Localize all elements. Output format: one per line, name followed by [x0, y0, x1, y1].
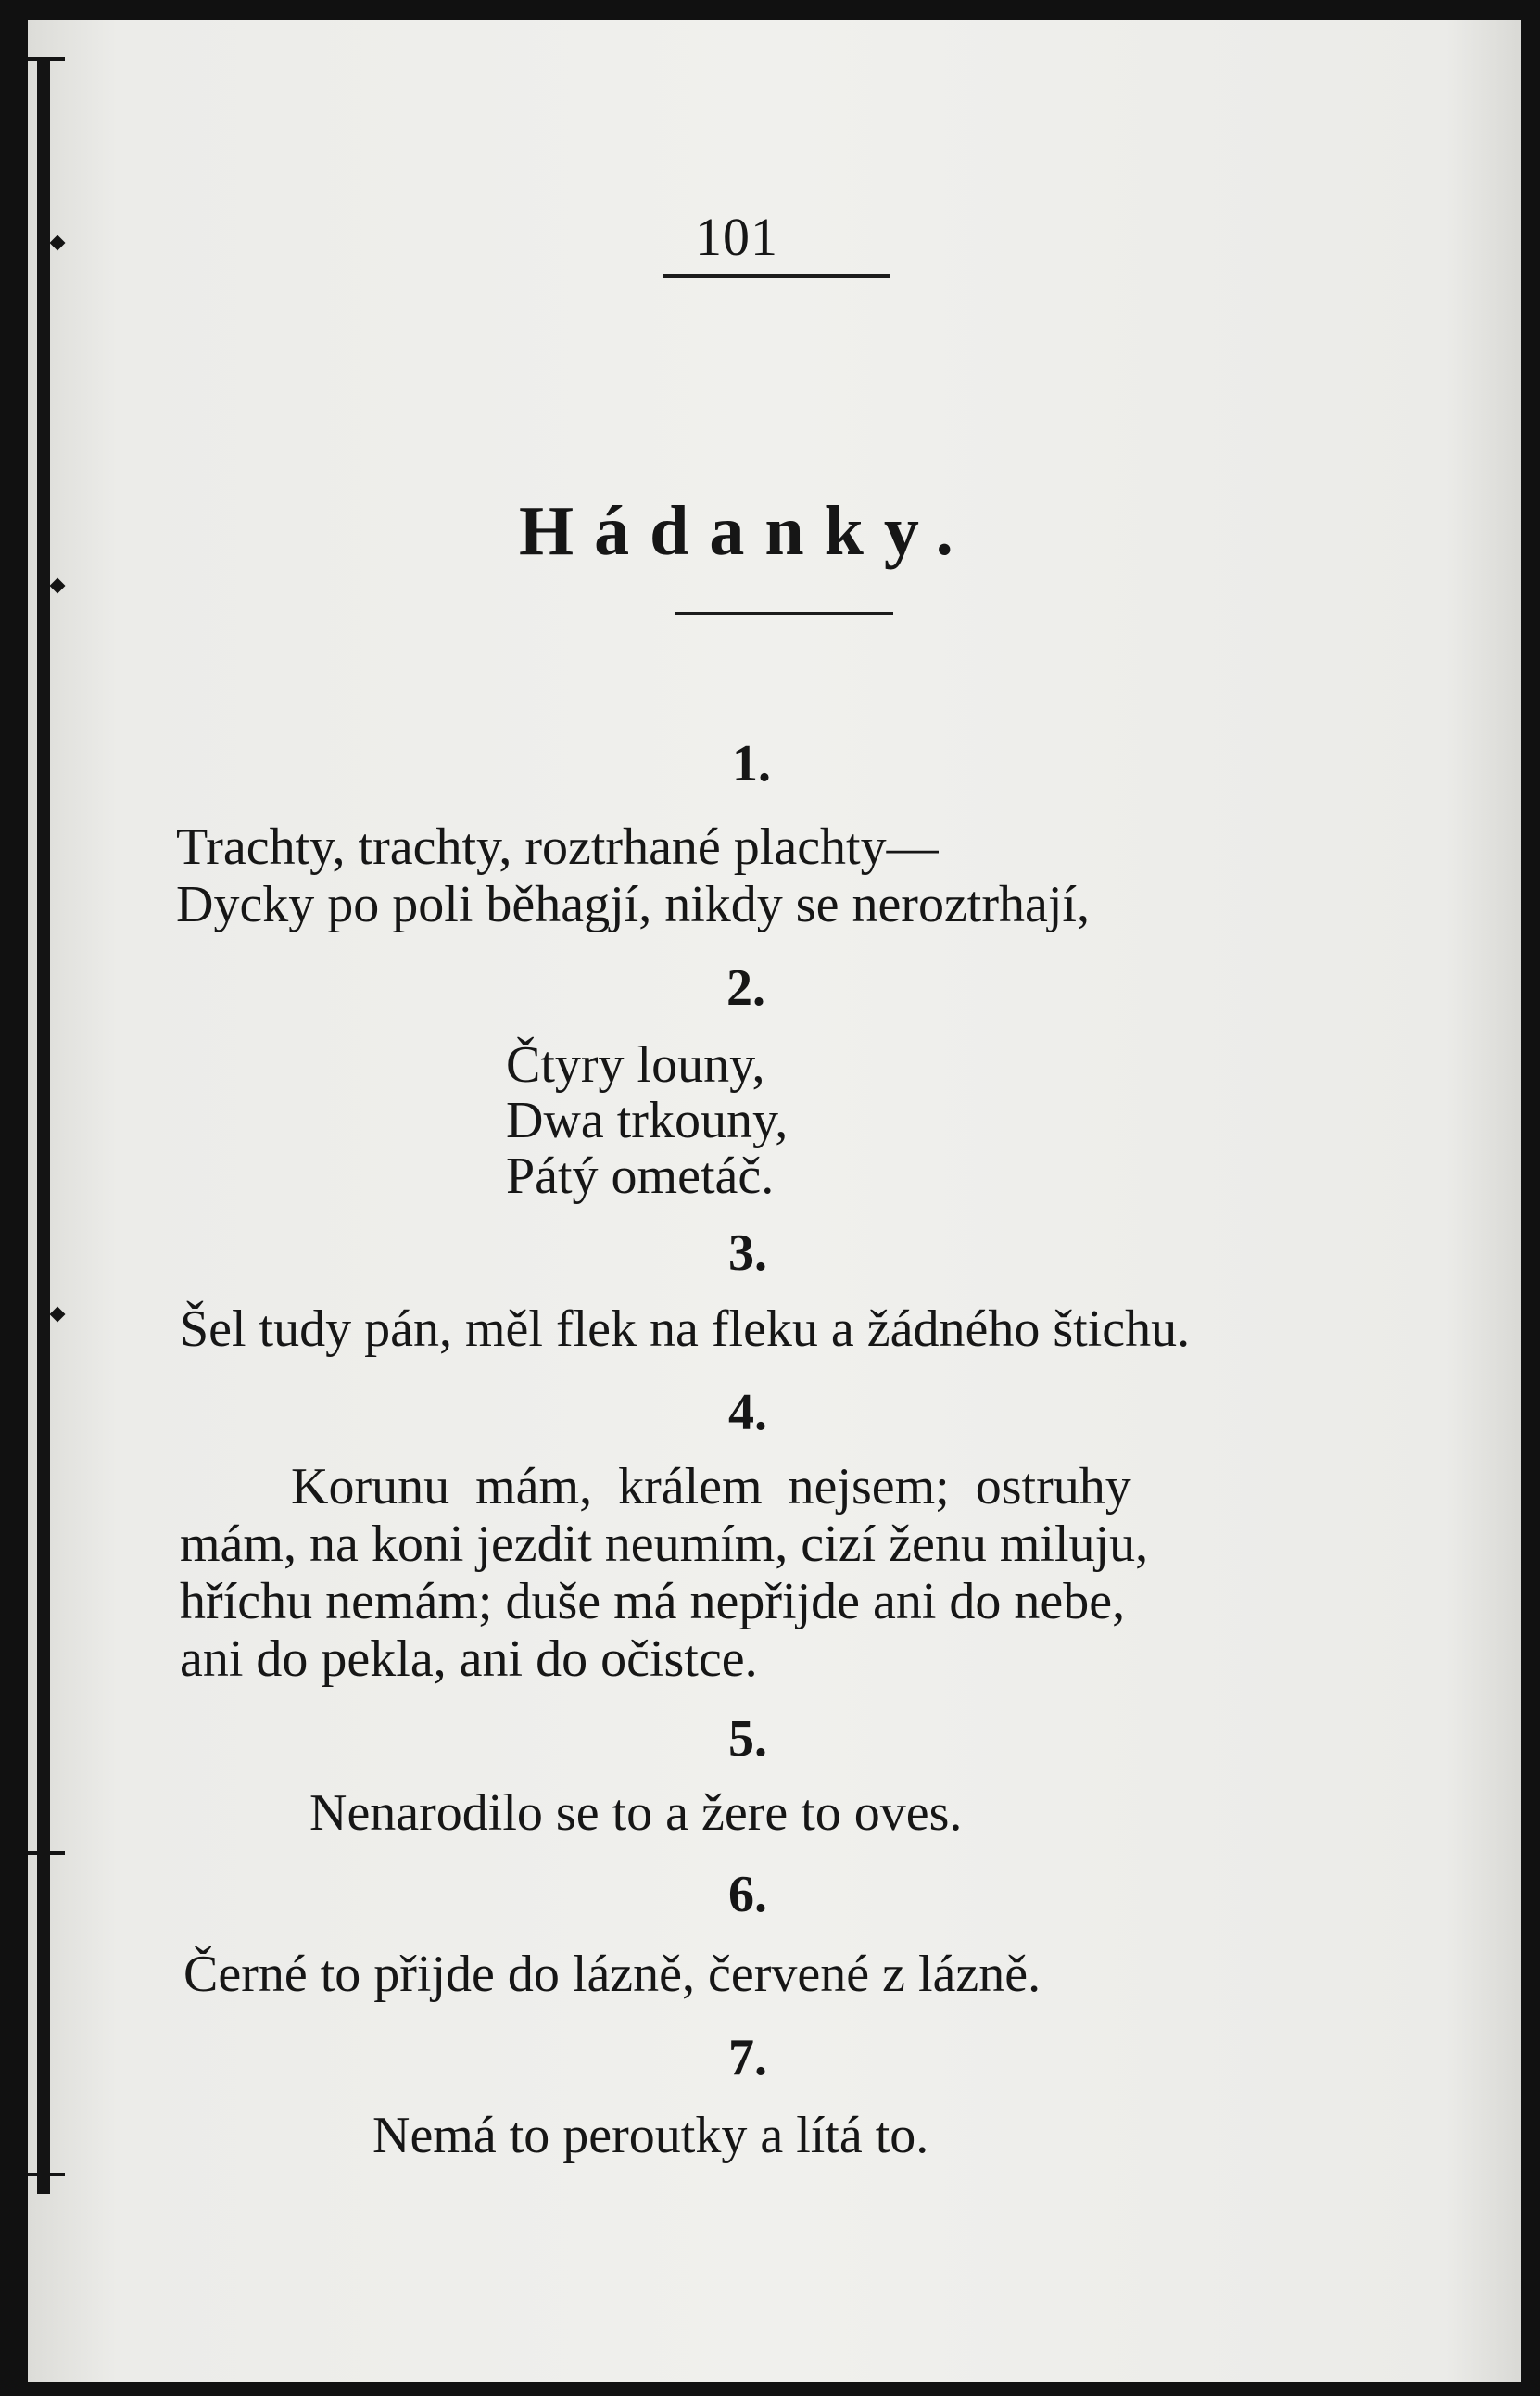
page-number: 101 — [695, 207, 778, 267]
binding-mark — [50, 578, 66, 594]
riddle-number: 1. — [732, 735, 771, 792]
riddle-line: Čtyry louny, — [506, 1036, 765, 1094]
riddle-number: 6. — [728, 1866, 767, 1923]
riddle-line: Nenarodilo se to a žere to oves. — [309, 1784, 963, 1842]
page-title: Hádanky. — [519, 492, 974, 570]
riddle-number: 2. — [726, 959, 765, 1017]
title-rule — [675, 612, 893, 615]
riddle-line: ani do pekla, ani do očistce. — [180, 1630, 758, 1688]
riddle-line: Dwa trkouny, — [506, 1092, 789, 1149]
riddle-line: Černé to přijde do lázně, červené z lázně. — [183, 1946, 1041, 2003]
page-number-rule — [663, 274, 890, 278]
binding-band — [28, 2173, 65, 2176]
riddle-line: Dycky po poli běhagjí, nikdy se neroztrhají, — [176, 876, 1090, 933]
riddle-number: 7. — [728, 2029, 767, 2086]
riddle-line: Korunu mám, králem nejsem; ostruhy — [291, 1458, 1131, 1515]
riddle-line: mám, na koni jezdit neumím, cizí ženu miluju, — [180, 1515, 1149, 1573]
riddle-number: 3. — [728, 1224, 767, 1282]
binding-mark — [50, 1307, 66, 1323]
riddle-line: Nemá to peroutky a lítá to. — [372, 2107, 929, 2164]
binding-band — [28, 1851, 65, 1855]
riddle-line: Pátý ometáč. — [506, 1147, 775, 1205]
riddle-line: Šel tudy pán, měl flek na fleku a žádného štichu. — [180, 1300, 1191, 1358]
binding-band — [28, 57, 65, 61]
riddle-number: 4. — [728, 1384, 767, 1441]
riddle-line: Trachty, trachty, roztrhané plachty— — [176, 818, 939, 876]
binding-edge — [28, 20, 67, 2200]
riddle-number: 5. — [728, 1710, 767, 1768]
riddle-line: hříchu nemám; duše má nepřijde ani do nebe, — [180, 1573, 1126, 1630]
binding-mark — [50, 235, 66, 251]
book-page — [28, 20, 1521, 2382]
spine-line — [37, 57, 50, 2194]
